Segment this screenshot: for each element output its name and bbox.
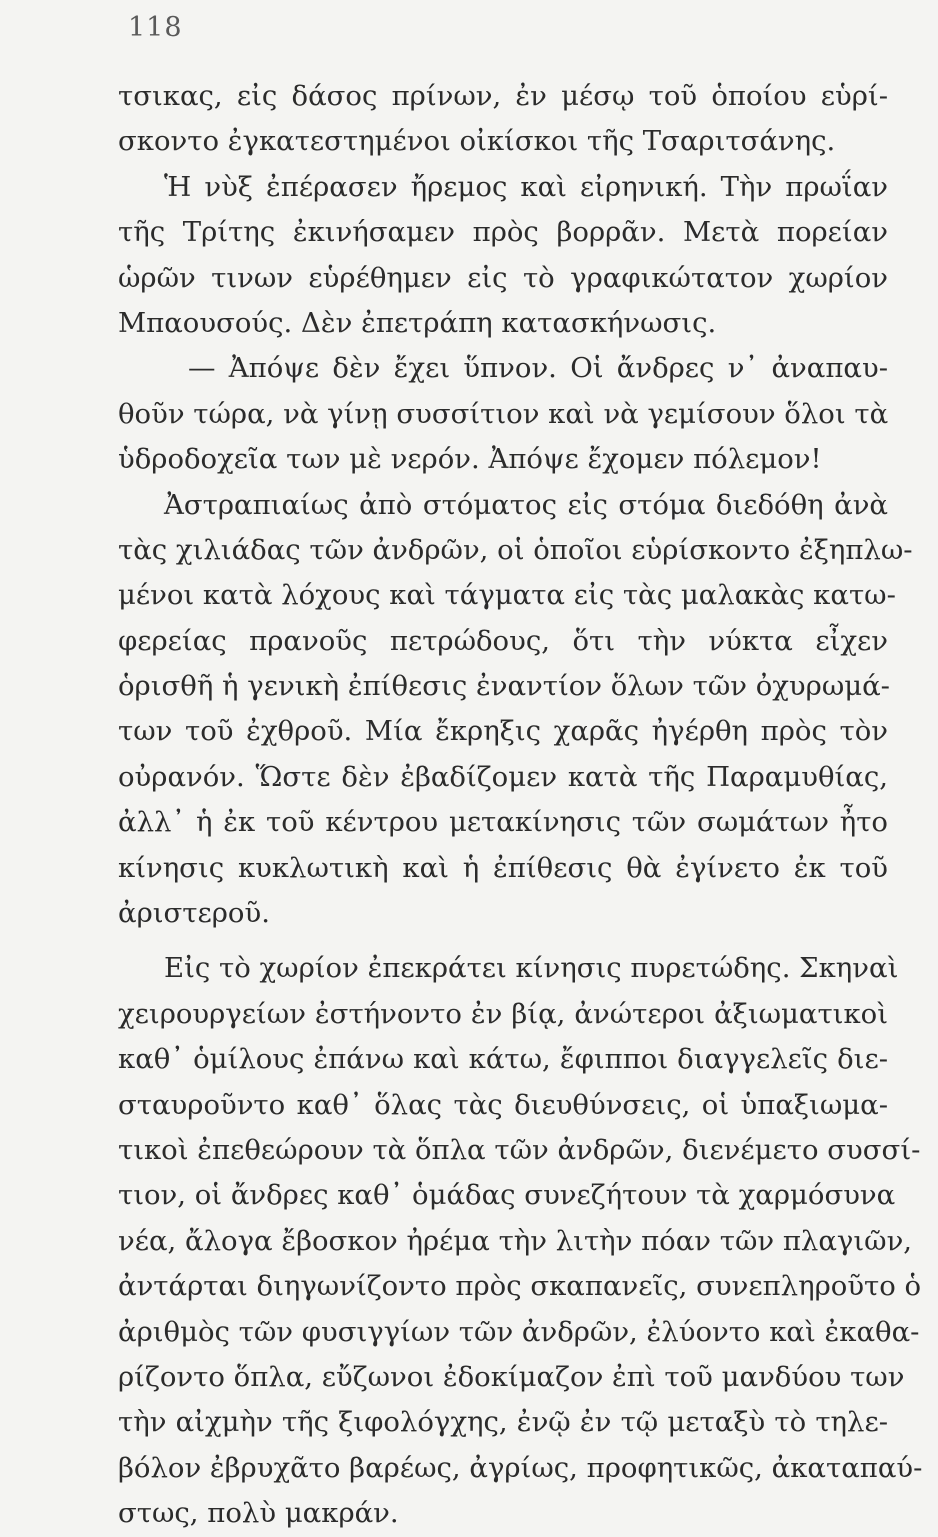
text-line: νέα, ἄλογα ἔβοσκον ἠρέμα τὴν λιτὴν πόαν τῶν πλαγιῶν, (118, 1224, 913, 1257)
text-line: τὴν αἰχμὴν τῆς ξιφολόγχης, ἐνῷ ἐν τῷ μεταξὺ τὸ τηλε- (118, 1406, 888, 1439)
text-line: ὁρισθῆ ἡ γενικὴ ἐπίθεσις ἐναντίον ὅλων τῶν ὀχυρωμά- (118, 670, 890, 703)
text-line: καθ᾿ ὁμίλους ἐπάνω καὶ κάτω, ἔφιπποι διαγγελεῖς διε- (118, 1043, 888, 1076)
text-line: των τοῦ ἐχθροῦ. Μία ἔκρηξις χαρᾶς ἠγέρθη πρὸς τὸν (118, 715, 888, 748)
text-line: — Ἀπόψε δὲν ἔχει ὕπνον. Οἱ ἄνδρες ν᾿ ἀναπαυ- (188, 352, 888, 385)
text-line: βόλον ἐβρυχᾶτο βαρέως, ἀγρίως, προφητικῶς, ἀκαταπαύ- (118, 1451, 923, 1484)
text-line: Μπαουσούς. Δὲν ἐπετράπη κατασκήνωσις. (118, 306, 717, 339)
text-line: φερείας πρανοῦς πετρώδους, ὅτι τὴν νύκτα εἶχεν (118, 624, 888, 657)
text-line: μένοι κατὰ λόχους καὶ τάγματα εἰς τὰς μαλακὰς κατω- (118, 579, 896, 612)
text-line: σκοντο ἐγκατεστημένοι οἰκίσκοι τῆς Τσαριτσάνης. (118, 125, 836, 158)
text-line: ὡρῶν τινων εὑρέθημεν εἰς τὸ γραφικώτατον χωρίον (118, 261, 888, 294)
text-line: τσικας, εἰς δάσος πρίνων, ἐν μέσῳ τοῦ ὁποίου εὑρί- (118, 80, 888, 112)
text-line: οὐρανόν. Ὥστε δὲν ἐβαδίζομεν κατὰ τῆς Παραμυθίας, (118, 760, 888, 793)
text-line: σταυροῦντο καθ᾿ ὅλας τὰς διευθύνσεις, οἱ ὑπαξιωμα- (118, 1088, 888, 1121)
text-line: ρίζοντο ὅπλα, εὔζωνοι ἐδοκίμαζον ἐπὶ τοῦ μανδύου των (118, 1360, 905, 1393)
text-line: κίνησις κυκλωτικὴ καὶ ἡ ἐπίθεσις θὰ ἐγίνετο ἐκ τοῦ (118, 851, 888, 884)
body-text (118, 74, 923, 1537)
text-line: ἀριθμὸς τῶν φυσιγγίων τῶν ἀνδρῶν, ἐλύοντο καὶ ἐκαθα- (118, 1315, 920, 1348)
text-line: τικοὶ ἐπεθεώρουν τὰ ὅπλα τῶν ἀνδρῶν, διενέμετο συσσί- (118, 1133, 921, 1166)
text-line: Εἰς τὸ χωρίον ἐπεκράτει κίνησις πυρετώδης. Σκηναὶ (164, 952, 899, 985)
text-line: θοῦν τώρα, νὰ γίνῃ συσσίτιον καὶ νὰ γεμίσουν ὅλοι τὰ (118, 397, 889, 430)
text-line: ὑδροδοχεῖα των μὲ νερόν. Ἀπόψε ἔχομεν πόλεμον! (118, 443, 822, 476)
text-line: χειρουργείων ἐστήνοντο ἐν βίᾳ, ἀνώτεροι ἀξιωματικοὶ (118, 997, 888, 1030)
text-line: τὰς χιλιάδας τῶν ἀνδρῶν, οἱ ὁποῖοι εὑρίσκοντο ἐξηπλω- (118, 533, 913, 566)
text-line: ἀριστεροῦ. (118, 897, 270, 930)
page-number: 118 (128, 12, 183, 43)
text-line: Ἀστραπιαίως ἀπὸ στόματος εἰς στόμα διεδόθη ἀνὰ (164, 488, 888, 521)
text-line: τῆς Τρίτης ἐκινήσαμεν πρὸς βορρᾶν. Μετὰ πορείαν (118, 216, 888, 249)
text-line: στως, πολὺ μακράν. (118, 1497, 399, 1530)
text-line: τιον, οἱ ἄνδρες καθ᾿ ὁμάδας συνεζήτουν τὰ χαρμόσυνα (118, 1179, 896, 1212)
text-line: Ἡ νὺξ ἐπέρασεν ἤρεμος καὶ εἰρηνική. Τὴν πρωΐαν (164, 170, 888, 203)
text-line: ἀντάρται διηγωνίζοντο πρὸς σκαπανεῖς, συνεπληροῦτο ὁ (118, 1270, 922, 1303)
text-line: ἀλλ᾿ ἡ ἐκ τοῦ κέντρου μετακίνησις τῶν σωμάτων ἦτο (118, 806, 888, 839)
